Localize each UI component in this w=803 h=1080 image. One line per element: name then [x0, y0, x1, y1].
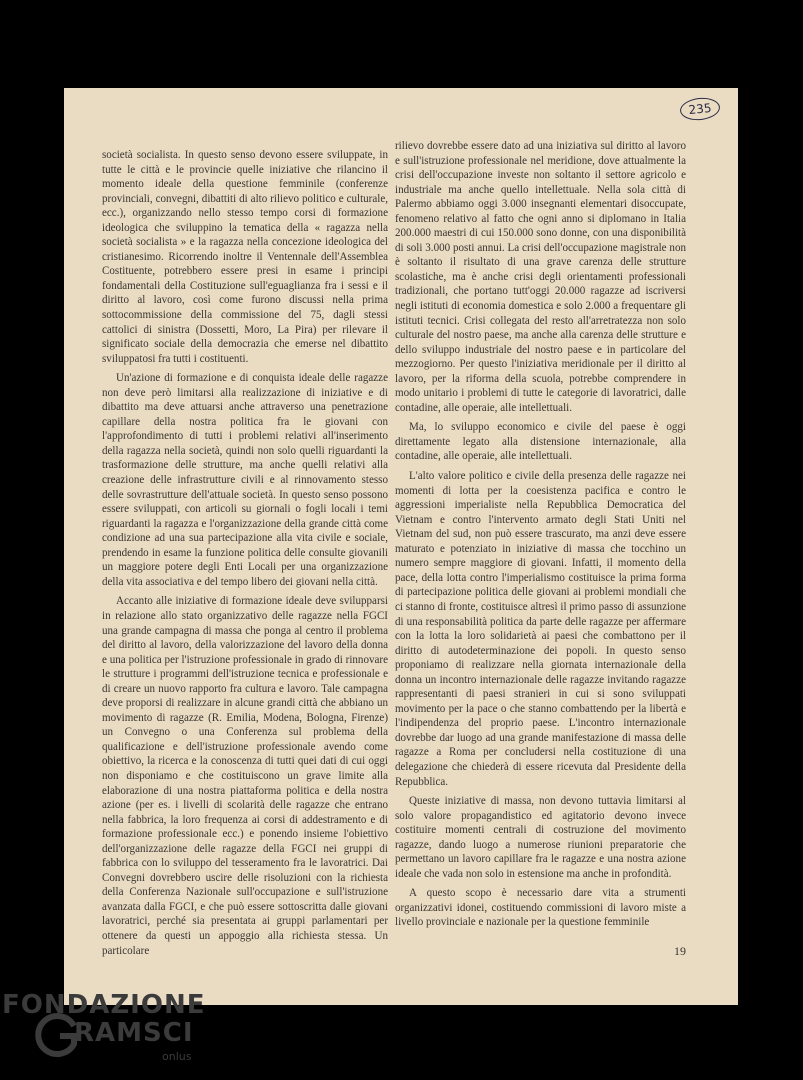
logo-text-onlus: onlus — [162, 1050, 192, 1063]
archive-number-stamp: 235 — [679, 96, 721, 122]
paragraph: A questo scopo è necessario dare vita a strumenti organizzativi idonei, costituendo commissioni di lavoro miste a livello provinciale e nazionale per la questione femminile — [395, 887, 686, 929]
page-number: 19 — [674, 944, 686, 958]
paragraph: società socialista. In questo senso devono essere sviluppate, in tutte le città e le provincie quelle iniziative che rilancino il momento ideale della questione femminile (conferenze provinciali, convegni, dibattiti di alto rilievo politico e culturale, ecc.), organizzando nello stesso tempo corsi di formazione ideologica che sviluppino la tematica della « ragazza nella società socialista » e la ragazza nella concezione ideologica del cristianesimo. Ricorrendo inoltre il Ventennale dell'Assemblea Costituente, potrebbero essere presi in esame i principi fondamentali della Costituzione sull'eguaglianza fra i sessi e il diritto al lavoro, così come furono discussi nella prima sottocommissione della commissione del 75, dagli stessi cattolici di sinistra (Dossetti, Moro, La Pira) per rilevare il significato sociale della democrazia che emerse nel dibattito sviluppatosi fra tutti i costituenti. — [102, 149, 388, 365]
paragraph: Accanto alle iniziative di formazione ideale deve svilupparsi in relazione allo stato organizzativo delle ragazze nella FGCI una grande campagna di massa che ponga al centro il problema del diritto al lavoro, della valorizzazione del lavoro della donna e una politica per l'istruzione professionale in grado di rinnovare le strutture i programmi dell'istruzione tecnica e professionale e di creare un nuovo rapporto fra cultura e lavoro. Tale campagna deve proporsi di realizzare in alcune grandi città che abbiano un movimento di ragazze (R. Emilia, Modena, Bologna, Firenze) un Convegno o una Conferenza sul problema della qualificazione e dell'istruzione professionale avendo come obiettivo, la ricerca e la conoscenza di tutti quei dati di cui oggi non disponiamo e che costituiscono un grave limite alla elaborazione di una nostra piattaforma politica e della nostra azione (per es. i livelli di scolarità delle ragazze che entrano nella fabbrica, la loro frequenza ai corsi di addestramento e di formazione professionale ecc.) e ponendo insieme l'obiettivo dell'organizzazione delle ragazze della FGCI nei gruppi di fabbrica con lo sviluppo del tesseramento fra le lavoratrici. Dai Convegni dovrebbero uscire delle risoluzioni con la richiesta della Conferenza Nazionale sull'occupazione e sull'istruzione avanzata dalla FGCI, e che può essere sottoscritta dalle giovani lavoratrici, perché sia presentata ai gruppi parlamentari per ottenere da questi un appoggio alla richiesta stessa. Un particolare — [102, 595, 388, 957]
paragraph: Ma, lo sviluppo economico e civile del paese è oggi direttamente legato alla distensione internazionale, alla contadine, alle operaie, alle intellettuali. — [395, 421, 686, 463]
document-page — [64, 88, 738, 1005]
logo-text-fondazione: FONDAZIONE — [2, 990, 206, 1020]
logo-text-gramsci: RAMSCI — [74, 1018, 194, 1048]
paragraph: Un'azione di formazione e di conquista ideale delle ragazze non deve però limitarsi alla realizzazione di iniziative e di dibattito ma deve attuarsi anche attraverso una penetrazione capillare della nostra politica fra le giovani con l'approfondimento di tutti i problemi relativi all'inserimento della ragazza nella società, quindi non solo quelli riguardanti la trasformazione delle strutture, ma anche quelli relativi alla creazione delle infrastrutture civili e al rinnovamento stesso delle sovrastrutture dell'attuale società. In questo senso possono essere sviluppati, con articoli su giornali o fogli locali i temi riguardanti la ragazza e l'organizzazione della grande città come condizione ad una sua partecipazione alla vita civile e sociale, prendendo in esame la funzione politica delle consulte giovanili un maggiore potere degli Enti Locali per una organizzazione della vita associativa e del tempo libero dei giovani nella città. — [102, 372, 388, 588]
paragraph: Queste iniziative di massa, non devono tuttavia limitarsi al solo valore propagandistico ed agitatorio devono invece costituire momenti centrali di costruzione del movimento ragazze, dando luogo a numerose riunioni preparatorie che permettano un lavoro capillare fra le ragazze e una nostra azione ideale che vada non solo in estensione ma anche in profondità. — [395, 795, 686, 880]
paragraph: rilievo dovrebbe essere dato ad una iniziativa sul diritto al lavoro e sull'istruzione professionale nel meridione, dove attualmente la crisi dell'occupazione investe non soltanto il settore agricolo e industriale ma anche quello intellettuale. Nella sola città di Palermo abbiamo oggi 3.000 insegnanti elementari disoccupate, fenomeno relativo al fatto che ogni anno si diplomano in Italia 200.000 maestri di cui 150.000 sono donne, con una disponibilità di soli 3.000 posti annui. La crisi dell'occupazione magistrale non è soltanto il risultato di una grave carenza delle strutture scolastiche, ma è anche crisi degli orientamenti professionali tradizionali, che portano tutt'oggi 20.000 ragazze ad iscriversi negli istituti di economia domestica e solo 2.000 a frequentare gli istituti tecnici. Crisi collegata del resto all'arretratezza non solo culturale del nostro paese, ma anche alla carenza delle strutture e dello sviluppo industriale del nostro paese e in particolare del mezzogiorno. Per questo l'iniziativa meridionale per il diritto al lavoro, per la riforma della scuola, potrebbe comprendere in modo unitario i problemi di tutte le categorie di lavoratrici, dalle contadine, alle operaie, alle intellettuali. — [395, 140, 686, 414]
fondazione-gramsci-logo — [0, 990, 260, 1080]
right-column — [395, 139, 686, 930]
left-column — [102, 148, 388, 958]
paragraph: L'alto valore politico e civile della presenza delle ragazze nei momenti di lotta per la coesistenza pacifica e contro le aggressioni imperialiste nella Repubblica Democratica del Vietnam e contro l'intervento armato degli Stati Uniti nel Vietnam del sud, non può essere trascurato, ma anzi deve essere maturato e potenziato in iniziative di massa che tocchino un numero sempre maggiore di giovani. Infatti, il momento della pace, della lotta contro l'imperialismo costituisce la prima forma di partecipazione politica delle giovani ai problemi mondiali che ci stanno di fronte, costituisce altresì il primo passo di assunzione di una responsabilità politica da parte delle ragazze per affermare con la lotta la loro solidarietà ai paesi che combattono per il diritto di autodeterminazione dei popoli. In questo senso proponiamo di realizzare nella giornata internazionale della donna un incontro internazionale delle ragazze invitando ragazze rappresentanti di paesi stranieri in cui si sono sviluppati movimento per la pace o che stanno combattendo per la libertà e l'indipendenza del proprio paese. L'incontro internazionale dovrebbe dar luogo ad una grande manifestazione di massa delle ragazze a Roma per concludersi nella costituzione di una delegazione che chiederà di essere ricevuta dal Presidente della Repubblica. — [395, 470, 686, 788]
